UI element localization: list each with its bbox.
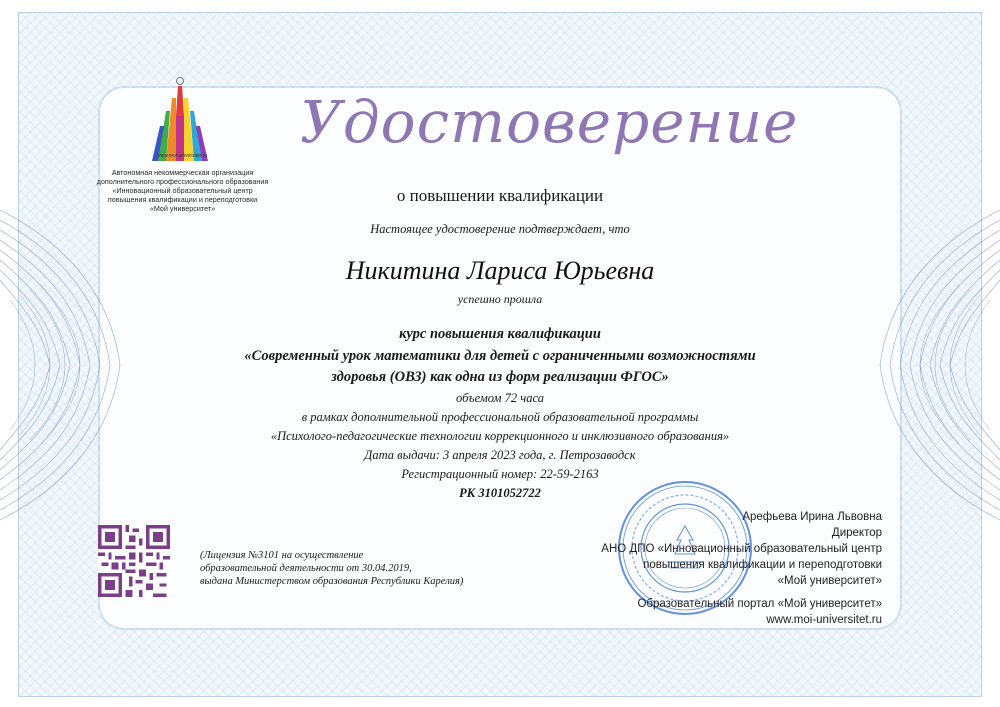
org-line: «Инновационный образовательный центр [112,186,253,195]
course-volume: объемом 72 часа [456,391,544,405]
logo-site-url: www.moi-universitet.ru [156,153,208,159]
signer-org-line: повышения квалификации и переподготовки [643,559,882,571]
program-name: «Психолого-педагогические технологии коррекционного и инклюзивного образования» [270,429,730,443]
signature-block [560,509,882,628]
qr-code-icon[interactable] [98,525,170,597]
license-line: выдана Министерством образования Республики Карелия) [200,576,464,587]
issue-date: Дата выдачи: 3 апреля 2023 года, г. Петрозаводск [364,448,636,462]
license-line: образовательной деятельности от 30.04.2019, [200,563,412,574]
completed-text: успешно прошла [457,292,543,306]
course-name-line: здоровья (ОВЗ) как одна из форм реализации ФГОС» [331,369,669,385]
certificate-title: Удостоверение [300,88,799,156]
org-line: «Мой университет» [149,204,216,213]
license-line: (Лицензия №3101 на осуществление [200,550,364,561]
org-line: дополнительного профессионального образования [96,177,269,186]
license-note [200,549,520,588]
recipient-name: Никитина Лариса Юрьевна [345,256,655,285]
course-type: курс повышения квалификации [399,326,601,342]
program-intro: в рамках дополнительной профессиональной образовательной программы [301,410,699,424]
left-guilloche-ornament [0,200,160,530]
org-line: Автономная некоммерческая организация [111,168,254,177]
confirm-text: Настоящее удостоверение подтверждает, что [370,222,630,236]
certificate-subtitle: о повышении квалификации [396,186,604,205]
signer-position: Директор [831,527,882,539]
registration-number: Регистрационный номер: 22-59-2163 [401,467,599,481]
rk-number: РК 3101052722 [459,486,541,500]
organization-name [95,168,270,213]
course-name [180,346,820,388]
signer-name: Арефьева Ирина Львовна [742,511,882,523]
signer-org-line: «Мой университет» [777,575,882,587]
org-line: повышения квалификации и переподготовки [107,195,258,204]
portal-name: Образовательный портал «Мой университет» [637,598,882,610]
signer-org-line: АНО ДПО «Инновационный образовательный центр [601,543,882,555]
right-guilloche-ornament [840,200,1000,530]
course-name-line: «Современный урок математики для детей с ограниченными возможностями [244,348,756,364]
portal-url-link[interactable]: www.moi-universitet.ru [766,614,882,626]
